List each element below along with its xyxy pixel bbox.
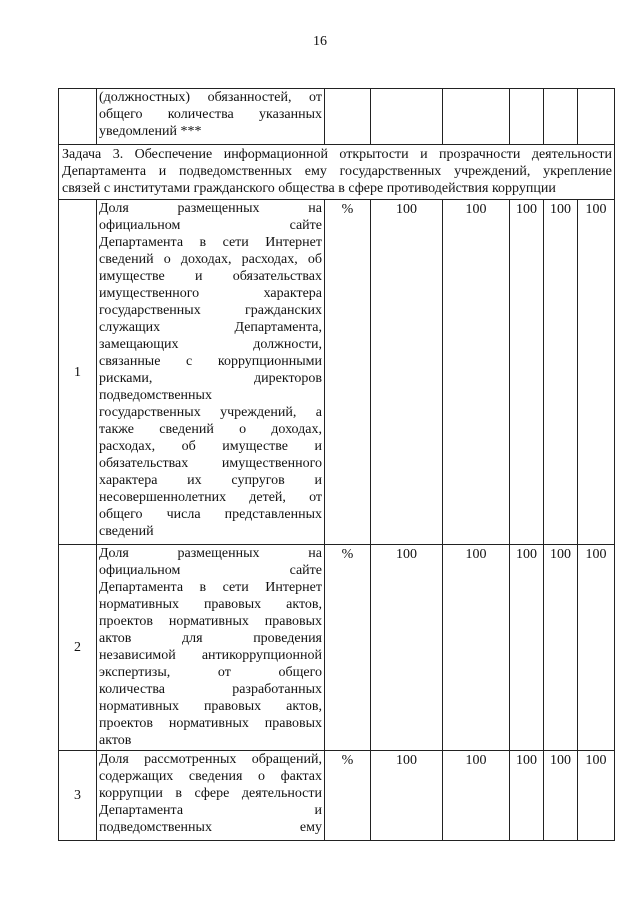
page-number: 16 (313, 34, 327, 49)
unit-cell: % (325, 200, 371, 545)
text-line: проектов нормативных правовых (99, 614, 322, 629)
value-cell: 100 (510, 200, 544, 545)
text-line: сведений о доходах, расходах, об (99, 252, 322, 267)
text-line: независимой антикоррупционной (99, 648, 322, 663)
text-line: замещающих должности, (99, 337, 322, 352)
text-line: расходах, об имуществе и (99, 439, 322, 454)
text-line: государственных учреждений, а (99, 405, 322, 420)
num-cell (59, 89, 97, 145)
indicators-table (58, 88, 615, 841)
value-cell: 100 (371, 200, 443, 545)
unit-cell (325, 89, 371, 145)
text-line: (должностных) обязанностей, от (99, 90, 322, 105)
text-line: связанные с коррупционными (99, 354, 322, 369)
unit-cell: % (325, 545, 371, 751)
continued-row (59, 89, 615, 145)
value-cell: 100 (544, 751, 578, 841)
text-line: характера их супругов и (99, 473, 322, 488)
text-line: актов для проведения (99, 631, 322, 646)
table-row (59, 751, 615, 841)
value-cell: 100 (371, 751, 443, 841)
task-heading (59, 145, 615, 200)
text-line: обязательствах имущественного (99, 456, 322, 471)
text-line: Департамента и (99, 803, 322, 818)
description-cell (97, 200, 325, 545)
text-line: Департамента в сети Интернет (99, 235, 322, 250)
text-line: нормативных правовых актов, (99, 597, 322, 612)
unit-cell: % (325, 751, 371, 841)
text-line: официальном сайте (99, 218, 322, 233)
value-cell: 100 (443, 200, 510, 545)
text-line: рисками, директоров (99, 371, 322, 386)
value-cell: 100 (578, 751, 615, 841)
description-cell (97, 751, 325, 841)
text-line: несовершеннолетних детей, от (99, 490, 322, 505)
task-line: связей с институтами гражданского общества в сфере противодействия коррупции (62, 181, 556, 196)
value-cell: 100 (443, 545, 510, 751)
text-line: содержащих сведения о фактах (99, 769, 322, 784)
value-cell (544, 89, 578, 145)
text-line: уведомлений *** (99, 124, 202, 139)
value-cell: 100 (510, 545, 544, 751)
value-cell: 100 (510, 751, 544, 841)
text-line: количества разработанных (99, 682, 322, 697)
text-line: служащих Департамента, (99, 320, 322, 335)
value-cell: 100 (578, 200, 615, 545)
text-line: нормативных правовых актов, (99, 699, 322, 714)
text-line: также сведений о доходах, (99, 422, 322, 437)
value-cell (578, 89, 615, 145)
description-cell (97, 545, 325, 751)
table-row (59, 200, 615, 545)
text-line: имуществе и обязательствах (99, 269, 322, 284)
text-line: государственных гражданских (99, 303, 322, 318)
task-line: Департамента и подведомственных ему государственных учреждений, укрепление (62, 164, 612, 179)
text-line: коррупции в сфере деятельности (99, 786, 322, 801)
row-number: 3 (59, 751, 97, 841)
value-cell (443, 89, 510, 145)
text-line: проектов нормативных правовых (99, 716, 322, 731)
text-line: подведомственных (99, 388, 212, 403)
value-cell: 100 (544, 200, 578, 545)
text-line: подведомственных ему (99, 820, 322, 835)
text-line: официальном сайте (99, 563, 322, 578)
value-cell: 100 (578, 545, 615, 751)
table-row (59, 545, 615, 751)
description-cell (97, 89, 325, 145)
value-cell: 100 (443, 751, 510, 841)
value-cell (371, 89, 443, 145)
text-line: Департамента в сети Интернет (99, 580, 322, 595)
text-line: сведений (99, 524, 154, 539)
value-cell (510, 89, 544, 145)
text-line: имущественного характера (99, 286, 322, 301)
task-line: Задача 3. Обеспечение информационной открытости и прозрачности деятельности (62, 147, 612, 162)
row-number: 2 (59, 545, 97, 751)
text-line: общего количества указанных (99, 107, 322, 122)
value-cell: 100 (544, 545, 578, 751)
text-line: Доля размещенных на (99, 546, 322, 561)
task-heading-row (59, 145, 615, 200)
text-line: Доля рассмотренных обращений, (99, 752, 322, 767)
row-number: 1 (59, 200, 97, 545)
text-line: актов (99, 733, 132, 748)
value-cell: 100 (371, 545, 443, 751)
text-line: общего числа представленных (99, 507, 322, 522)
text-line: Доля размещенных на (99, 201, 322, 216)
text-line: экспертизы, от общего (99, 665, 322, 680)
